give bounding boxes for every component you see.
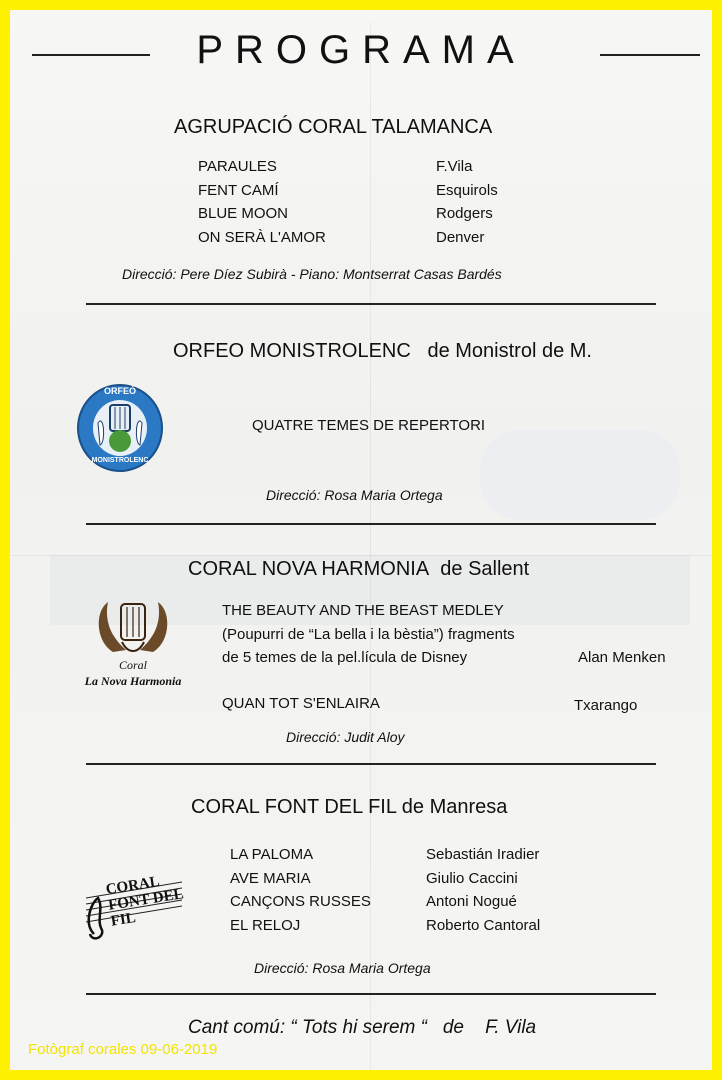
- piece-title: LA PALOMA: [230, 846, 314, 863]
- logo-text-top: ORFEÓ: [103, 386, 136, 396]
- direction-credit: Direcció: Rosa Maria Ortega: [254, 960, 431, 976]
- logo-text-bottom: MONISTROLENC: [91, 457, 149, 464]
- piece-title: CANÇONS RUSSES: [230, 893, 371, 910]
- composer-name: Rodgers: [436, 205, 493, 222]
- direction-credit: Direcció: Rosa Maria Ortega: [266, 487, 443, 503]
- section-heading-talamanca: AGRUPACIÓ CORAL TALAMANCA: [174, 116, 493, 138]
- logo-text-line1: Coral: [118, 658, 147, 672]
- composer-name: Esquirols: [436, 181, 498, 199]
- composer-name: Txarango: [574, 697, 638, 714]
- composer-name: Roberto Cantoral: [426, 916, 541, 934]
- nova-harmonia-logo-graphic: [68, 594, 198, 656]
- section-heading-name: CORAL NOVA HARMONIA: [188, 558, 430, 580]
- direction-credit: Direcció: Judit Aloy: [286, 729, 405, 745]
- logo-text-line2: La Nova Harmonia: [84, 674, 182, 688]
- composer-name: Sebastián Iradier: [426, 846, 540, 863]
- section-heading-orfeo: [173, 340, 592, 363]
- piece-title: PARAULES: [198, 158, 277, 175]
- piece-line: THE BEAUTY AND THE BEAST MEDLEY: [222, 602, 504, 619]
- page-title: PROGRAMA: [196, 28, 526, 72]
- section-divider: [86, 763, 656, 765]
- section-heading-nova-harmonia: [188, 558, 529, 581]
- section-heading-font-del-fil: CORAL FONT DEL FIL de Manresa: [191, 796, 508, 818]
- piece-title: FENT CAMÍ: [198, 181, 279, 199]
- piece-description: [222, 599, 515, 670]
- title-rule-right: [600, 54, 700, 56]
- section-divider: [86, 993, 656, 995]
- section-heading-place: de Monistrol de M.: [427, 340, 592, 362]
- piece-list: [230, 843, 371, 937]
- photographer-watermark: Fotògraf corales 09-06-2019: [28, 1041, 218, 1058]
- section-heading-name: ORFEO MONISTROLENC: [173, 340, 411, 362]
- piece-title: EL RELOJ: [230, 916, 301, 934]
- show-through-blob: [480, 430, 680, 520]
- piece-title: QUATRE TEMES DE REPERTORI: [252, 417, 486, 434]
- section-divider: [86, 523, 656, 525]
- paper-background: [10, 10, 712, 1070]
- section-heading-place: de Sallent: [440, 558, 530, 580]
- closing-line: Cant comú: “ Tots hi serem “ de F. Vila: [188, 1017, 537, 1038]
- piece-list: [198, 155, 326, 249]
- piece-title: ON SERÀ L'AMOR: [198, 228, 326, 246]
- composer-name: Alan Menken: [578, 649, 666, 666]
- composer-name: F.Vila: [436, 158, 473, 175]
- nova-harmonia-logo: [68, 594, 198, 694]
- title-rule-left: [32, 54, 150, 56]
- piece-title: QUAN TOT S'ENLAIRA: [222, 695, 380, 712]
- piece-line: de 5 temes de la pel.lícula de Disney: [222, 649, 468, 666]
- orfeo-monistrolenc-logo: [76, 383, 164, 473]
- fold-crease: [10, 555, 712, 556]
- composer-name: Denver: [436, 228, 485, 246]
- composer-list: [426, 843, 540, 937]
- composer-name: Giulio Caccini: [426, 869, 518, 887]
- font-del-fil-logo: [78, 868, 188, 946]
- composer-list: [436, 155, 498, 249]
- composer-name: Antoni Nogué: [426, 893, 517, 910]
- piece-line: (Poupurri de “La bella i la bèstia”) fragments: [222, 625, 515, 643]
- piece-title: AVE MARIA: [230, 869, 311, 887]
- logo-text: CORAL FONT DEL FIL: [104, 873, 184, 930]
- direction-credit: Direcció: Pere Díez Subirà - Piano: Montserrat Casas Bardés: [122, 266, 502, 282]
- piece-title: BLUE MOON: [198, 205, 289, 222]
- section-divider: [86, 303, 656, 305]
